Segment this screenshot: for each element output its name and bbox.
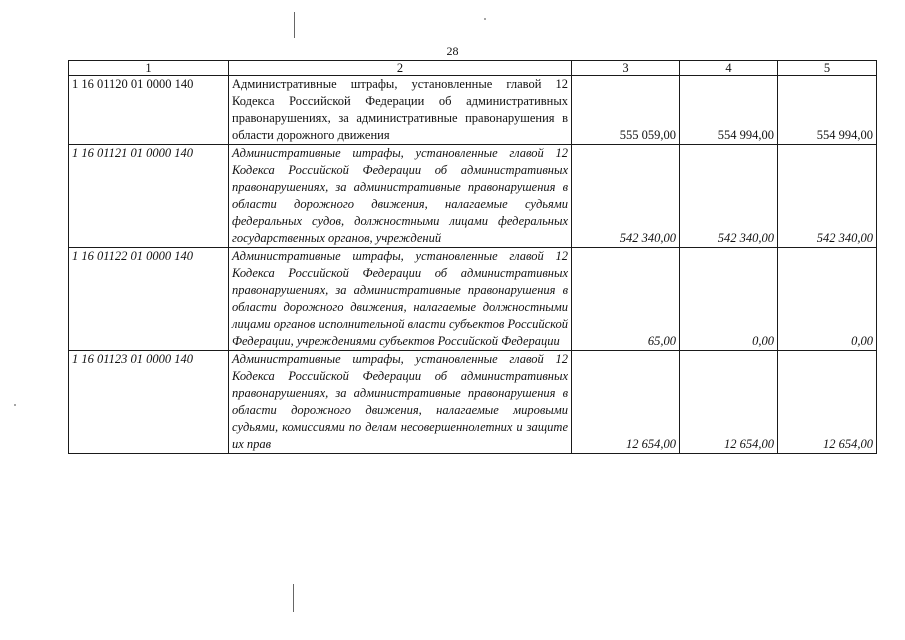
row-value-col5: 554 994,00: [778, 76, 877, 145]
row-value-col5: 0,00: [778, 248, 877, 351]
row-value-col4: 0,00: [680, 248, 778, 351]
column-header-5: 5: [778, 61, 877, 76]
scan-dot: [484, 18, 486, 20]
scan-mark-bottom: [293, 584, 294, 612]
row-value-col4: 542 340,00: [680, 145, 778, 248]
row-description: Административные штрафы, установленные главой 12 Кодекса Российской Федерации об административных правонарушениях, за административные правонарушения в области дорожного движения: [229, 76, 572, 145]
budget-table: [68, 60, 877, 454]
table-row: [69, 76, 877, 145]
row-value-col3: 12 654,00: [572, 351, 680, 454]
column-header-2: 2: [229, 61, 572, 76]
row-value-col5: 542 340,00: [778, 145, 877, 248]
row-description: Административные штрафы, установленные главой 12 Кодекса Российской Федерации об административных правонарушениях, за административные правонарушения в области дорожного движения, налагаемые должностными лицами органов исполнительной власти субъектов Российской Федерации, учреждениями субъектов Российской Федерации: [229, 248, 572, 351]
table-row: [69, 248, 877, 351]
column-header-1: 1: [69, 61, 229, 76]
table-row: [69, 351, 877, 454]
row-value-col4: 554 994,00: [680, 76, 778, 145]
row-value-col3: 65,00: [572, 248, 680, 351]
row-code: 1 16 01123 01 0000 140: [69, 351, 229, 454]
row-value-col3: 555 059,00: [572, 76, 680, 145]
header-row: [69, 61, 877, 76]
scan-mark-top: [294, 12, 295, 38]
page-number: 28: [446, 44, 459, 58]
table-row: [69, 145, 877, 248]
scan-dot: [14, 404, 16, 406]
row-description: Административные штрафы, установленные главой 12 Кодекса Российской Федерации об административных правонарушениях, за административные правонарушения в области дорожного движения, налагаемые мировыми судьями, комиссиями по делам несовершеннолетних и защите их прав: [229, 351, 572, 454]
column-header-4: 4: [680, 61, 778, 76]
row-code: 1 16 01121 01 0000 140: [69, 145, 229, 248]
column-header-3: 3: [572, 61, 680, 76]
row-value-col4: 12 654,00: [680, 351, 778, 454]
row-value-col3: 542 340,00: [572, 145, 680, 248]
row-code: 1 16 01122 01 0000 140: [69, 248, 229, 351]
row-value-col5: 12 654,00: [778, 351, 877, 454]
row-description: Административные штрафы, установленные главой 12 Кодекса Российской Федерации об административных правонарушениях, за административные правонарушения в области дорожного движения, налагаемые судьями федеральных судов, должностными лицами федеральных государственных органов, учреждений: [229, 145, 572, 248]
row-code: 1 16 01120 01 0000 140: [69, 76, 229, 145]
